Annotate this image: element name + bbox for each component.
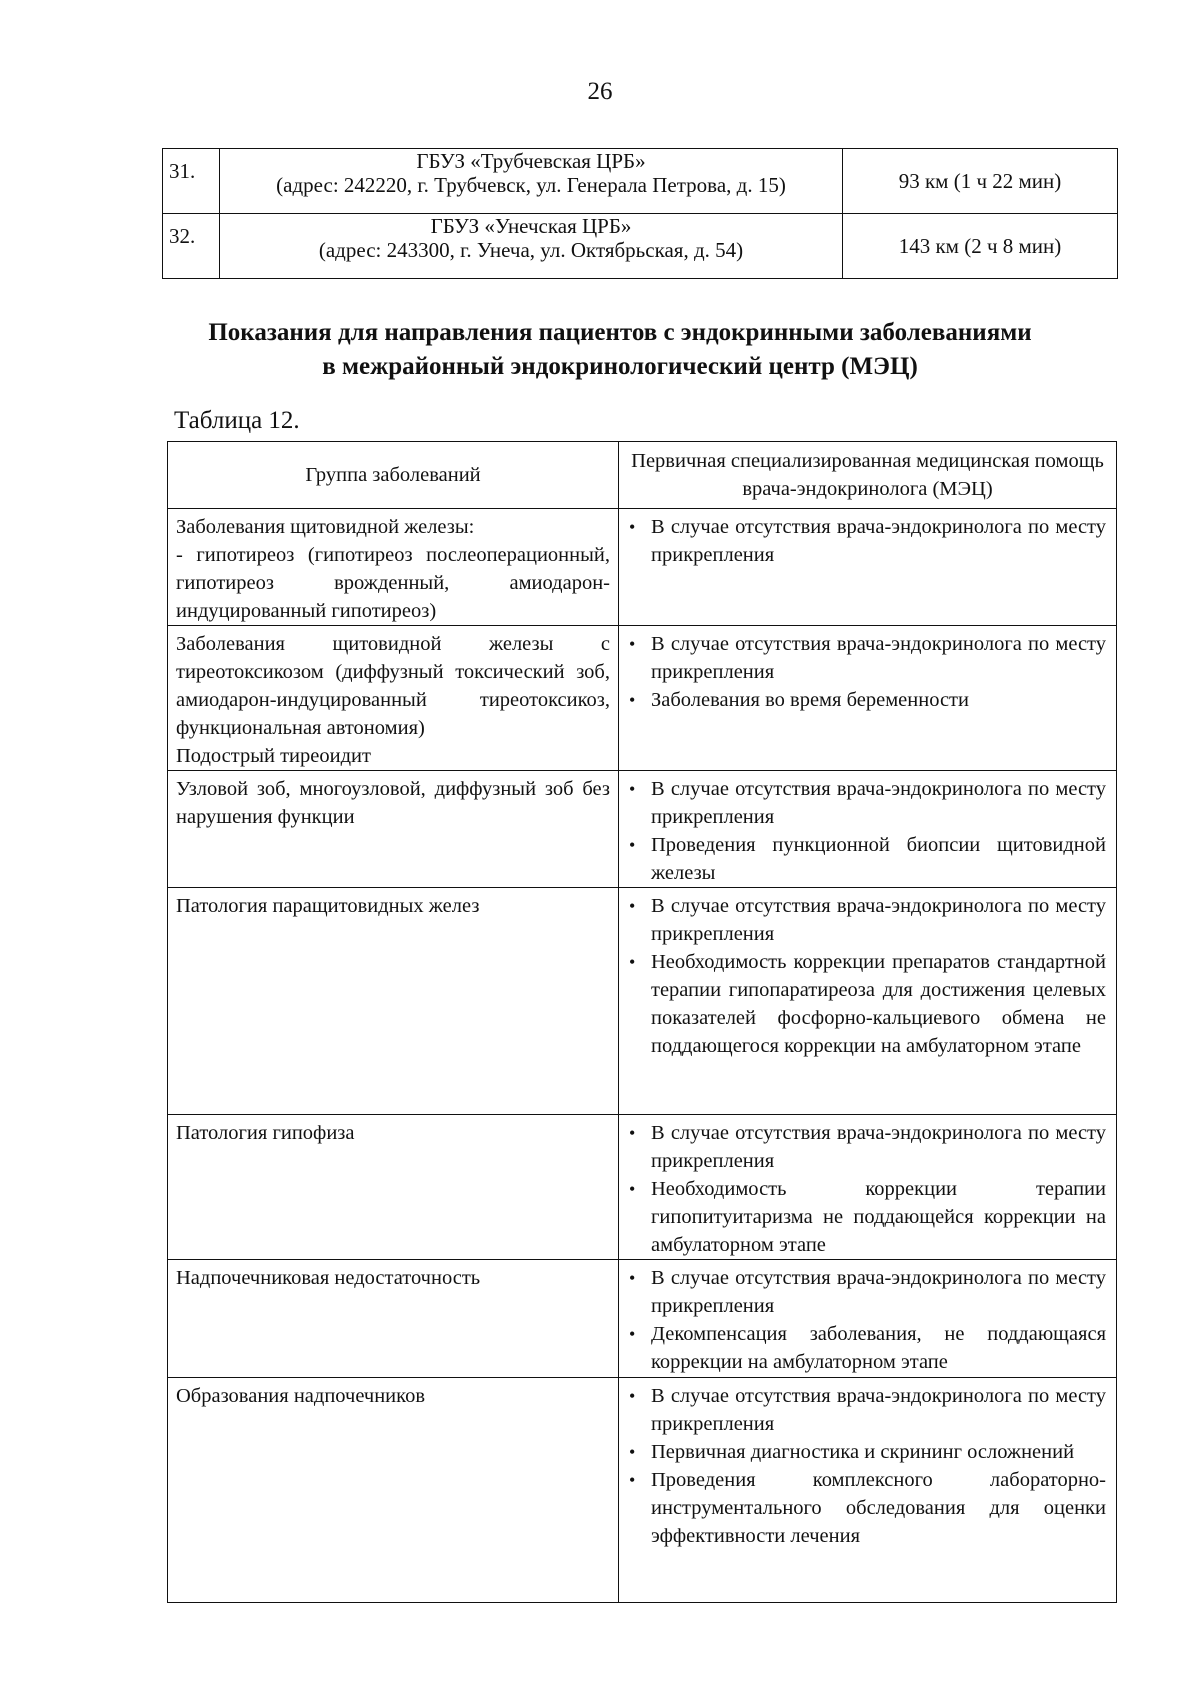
- table-row: [168, 1378, 1117, 1603]
- table-row: [168, 1260, 1117, 1378]
- table-header-row: [168, 442, 1117, 509]
- facility-address: (адрес: 243300, г. Унеча, ул. Октябрьская, д. 54): [318, 238, 744, 262]
- table-row: [168, 888, 1117, 1115]
- group-cell: [168, 1378, 619, 1603]
- group-text: Патология гипофиза: [176, 1122, 355, 1144]
- indication-item: • Первичная диагностика и скрининг осложнений: [627, 1438, 1106, 1466]
- indication-item: • В случае отсутствия врача-эндокринолога по месту прикрепления: [627, 630, 1106, 686]
- section-title-line: Показания для направления пациентов с эндокринными заболеваниями: [208, 319, 1032, 346]
- facility-name: ГБУЗ «Унечская ЦРБ»: [430, 214, 632, 238]
- group-cell: [168, 509, 619, 626]
- indication-item: • В случае отсутствия врача-эндокринолога по месту прикрепления: [627, 892, 1106, 948]
- section-title-line: в межрайонный эндокринологический центр (МЭЦ): [322, 353, 918, 380]
- table-caption: Таблица 12.: [174, 407, 300, 434]
- facility-distance: 143 км (2 ч 8 мин): [843, 214, 1118, 279]
- facility-number: 31.: [163, 149, 220, 214]
- indications-cell: [619, 888, 1117, 1115]
- group-text: Заболевания щитовидной железы:: [176, 516, 475, 538]
- section-title: [120, 316, 1120, 384]
- group-text: Патология паращитовидных желез: [176, 895, 480, 917]
- group-text: - гипотиреоз (гипотиреоз послеоперационный, гипотиреоз врожденный, амиодарон-индуцированный гипотиреоз): [176, 544, 610, 622]
- indications-cell: [619, 509, 1117, 626]
- indications-cell: [619, 1115, 1117, 1260]
- indication-item: • В случае отсутствия врача-эндокринолога по месту прикрепления: [627, 513, 1106, 569]
- indication-item: • В случае отсутствия врача-эндокринолога по месту прикрепления: [627, 775, 1106, 831]
- group-cell: [168, 1115, 619, 1260]
- indication-item: • Проведения комплексного лабораторно-инструментального обследования для оценки эффективности лечения: [627, 1466, 1106, 1550]
- group-text: Узловой зоб, многоузловой, диффузный зоб без нарушения функции: [176, 778, 610, 828]
- group-text: Образования надпочечников: [176, 1385, 426, 1407]
- facility-name: ГБУЗ «Трубчевская ЦРБ»: [416, 149, 646, 173]
- indications-cell: [619, 1260, 1117, 1378]
- group-cell: [168, 888, 619, 1115]
- facility-name-cell: [220, 149, 843, 214]
- indication-item: • Проведения пункционной биопсии щитовидной железы: [627, 831, 1106, 887]
- table-row: [168, 1115, 1117, 1260]
- indication-item: • В случае отсутствия врача-эндокринолога по месту прикрепления: [627, 1382, 1106, 1438]
- indication-item: • Декомпенсация заболевания, не поддающаяся коррекции на амбулаторном этапе: [627, 1320, 1106, 1376]
- facilities-table: [162, 148, 1118, 279]
- indications-cell: [619, 771, 1117, 888]
- group-text: Подострый тиреоидит: [176, 745, 371, 767]
- indication-item: • В случае отсутствия врача-эндокринолога по месту прикрепления: [627, 1119, 1106, 1175]
- indication-item: • В случае отсутствия врача-эндокринолога по месту прикрепления: [627, 1264, 1106, 1320]
- indications-cell: [619, 626, 1117, 771]
- facility-name-cell: [220, 214, 843, 279]
- facility-number: 32.: [163, 214, 220, 279]
- facility-distance: 93 км (1 ч 22 мин): [843, 149, 1118, 214]
- indication-item: • Необходимость коррекции терапии гипопитуитаризма не поддающейся коррекции на амбулаторном этапе: [627, 1175, 1106, 1259]
- table-row: [163, 149, 1118, 214]
- table-row: [163, 214, 1118, 279]
- table-row: [168, 626, 1117, 771]
- indication-item: • Заболевания во время беременности: [627, 686, 1106, 714]
- header-group: Группа заболеваний: [168, 442, 619, 509]
- table-row: [168, 771, 1117, 888]
- group-cell: [168, 771, 619, 888]
- group-text: Заболевания щитовидной железы с тиреотоксикозом (диффузный токсический зоб, амиодарон-индуцированный тиреотоксикоз, функциональная автономия): [176, 633, 610, 739]
- group-cell: [168, 626, 619, 771]
- page-number: 26: [587, 78, 613, 105]
- facility-address: (адрес: 242220, г. Трубчевск, ул. Генерала Петрова, д. 15): [276, 173, 786, 197]
- table-row: [168, 509, 1117, 626]
- indications-table: [167, 441, 1117, 1603]
- group-cell: [168, 1260, 619, 1378]
- indication-item: • Необходимость коррекции препаратов стандартной терапии гипопаратиреоза для достижения целевых показателей фосфорно-кальциевого обмена не поддающегося коррекции на амбулаторном этапе: [627, 948, 1106, 1060]
- header-care: Первичная специализированная медицинская помощь врача-эндокринолога (МЭЦ): [619, 442, 1117, 509]
- indications-cell: [619, 1378, 1117, 1603]
- group-text: Надпочечниковая недостаточность: [176, 1267, 481, 1289]
